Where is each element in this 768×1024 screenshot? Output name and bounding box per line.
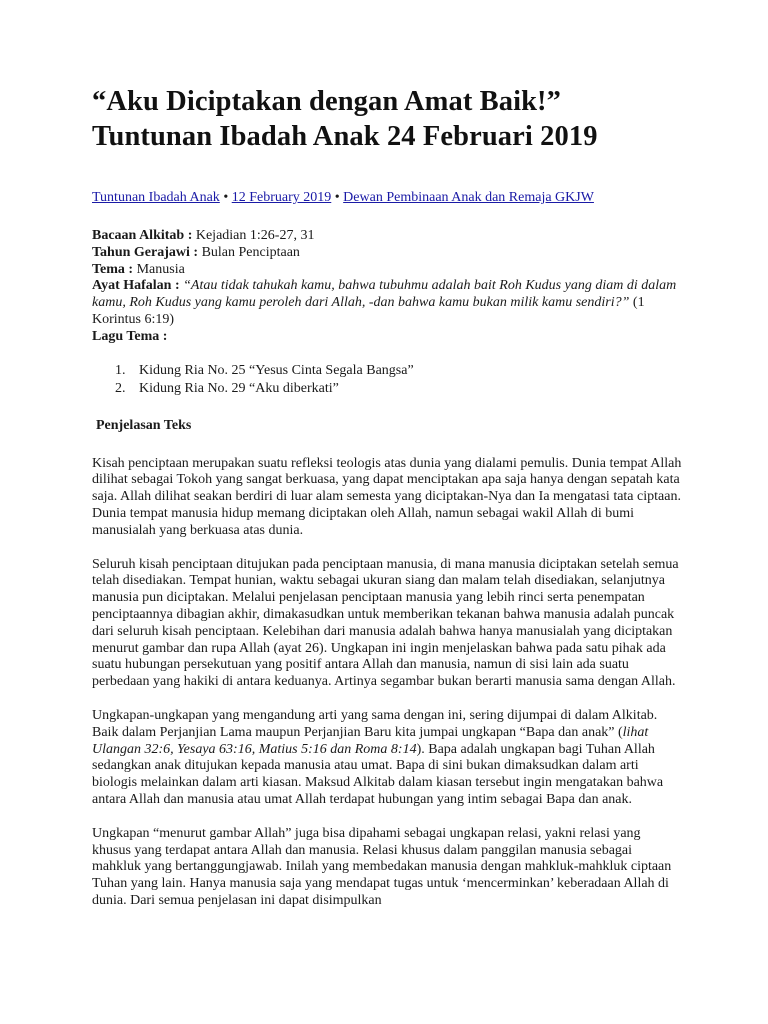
bacaan-label: Bacaan Alkitab : — [92, 228, 193, 243]
meta-separator: • — [334, 190, 340, 205]
author-link[interactable]: Dewan Pembinaan Anak dan Remaja GKJW — [343, 190, 594, 205]
tema-row — [92, 262, 682, 279]
post-meta — [92, 189, 682, 207]
paragraph-2: Seluruh kisah penciptaan ditujukan pada penciptaan manusia, di mana manusia diciptakan setelah semua telah disediakan. Tempat hunian, waktu sebagai ukuran siang dan malam telah disediakan, selanjutnya manusia pun diciptakan. Melalui penjelasan penciptaan manusia yang lebih rinci serta penempatan penciptaannya dibagian akhir, dimakasudkan untuk memberikan tekanan bahwa manusia adalah puncak dari seluruh kisah penciptaan. Kelebihan dari manusia adalah bahwa hanya manusialah yang diciptakan menurut gambar dan rupa Allah (ayat 26). Ungkapan ini ingin menjelaskan bahwa pada satu pihak ada suatu hubungan persekutuan yang positif antara Allah dan manusia, namun di sisi lain ada suatu perbedaan yang hakiki di antara keduanya. Artinya segambar bukan berarti manusia sama dengan Allah. — [92, 556, 679, 690]
tahun-row — [92, 245, 682, 262]
song-text: Kidung Ria No. 25 “Yesus Cinta Segala Bangsa” — [139, 362, 414, 378]
article-body — [92, 456, 682, 910]
tema-label: Tema : — [92, 261, 134, 277]
song-list — [92, 362, 682, 398]
bacaan-value: Kejadian 1:26-27, 31 — [195, 228, 315, 243]
paragraph-3-end: ). Bapa adalah ungkapan bagi Tuhan Allah sedangkan anak ditujukan kepada manusia atau umat. Bapa di sini bukan dimaksudkan dalam arti biologis melainkan dalam arti kiasan. Maksud Alkitab dalam kiasan tersebut ingin mengatakan bahwa antara Allah dan manusia atau umat Allah terdapat hubungan yang intim sebagai Bapa dan anak. — [92, 741, 664, 807]
lagu-row — [92, 329, 682, 346]
ayat-label: Ayat Hafalan : — [92, 278, 180, 294]
date-link[interactable]: 12 February 2019 — [231, 190, 332, 205]
paragraph-3 — [92, 708, 682, 809]
worship-info — [92, 228, 682, 346]
tahun-value: Bulan Penciptaan — [201, 244, 300, 260]
scripture-refs: lihat Ulangan 32:6, Yesaya 63:16, Matius 5:16 dan Roma 8:14 — [92, 724, 649, 757]
meta-separator: • — [223, 190, 229, 205]
section-heading: Penjelasan Teks — [96, 417, 192, 433]
lagu-label: Lagu Tema : — [92, 328, 168, 344]
page-title — [92, 84, 682, 154]
bacaan-row — [92, 228, 682, 245]
list-number: 1. — [115, 362, 126, 378]
list-number: 2. — [115, 380, 126, 396]
category-link[interactable]: Tuntunan Ibadah Anak — [92, 190, 220, 205]
ayat-quote: “Atau tidak tahukah kamu, bahwa tubuhmu adalah bait Roh Kudus yang diam di dalam kamu, Roh Kudus yang kamu peroleh dari Allah, -dan bahwa kamu bukan milik kamu sendiri?” — [92, 278, 677, 311]
tema-value: Manusia — [136, 261, 185, 277]
paragraph-1: Kisah penciptaan merupakan suatu refleksi teologis atas dunia yang dialami pemulis. Dunia tempat Allah dilihat sebagai Tokoh yang sangat berkuasa, yang dapat menciptakan apa saja hanya dengan sepatah kata saja. Allah dilihat seakan berdiri di luar alam semesta yang diciptakan-Nya dan Ia mengatasi tata ciptaan. Dunia tempat manusia hidup memang diciptakan oleh Allah, namun sebagai wakil Allah di bumi manusialah yang berkuasa atas dunia. — [92, 455, 682, 538]
article — [92, 84, 682, 910]
ayat-row — [92, 278, 682, 328]
title-line-2: Tuntunan Ibadah Anak 24 Februari 2019 — [92, 121, 598, 152]
song-text: Kidung Ria No. 29 “Aku diberkati” — [139, 380, 339, 396]
ayat-ref: (1 Korintus 6:19) — [92, 295, 645, 327]
list-item — [92, 362, 682, 380]
paragraph-4: Ungkapan “menurut gambar Allah” juga bisa dipahami sebagai ungkapan relasi, yakni relasi yang khusus yang terdapat antara Allah dan manusia. Relasi khusus dalam panggilan manusia sebagai mahkluk yang bertanggungjawab. Inilah yang membedakan manusia dengan mahkluk-mahkluk ciptaan Tuhan yang lain. Hanya manusia saja yang mendapat tugas untuk ‘mencerminkan’ keberadaan Allah di dunia. Dari semua penjelasan ini dapat disimpulkan — [92, 825, 672, 908]
title-line-1: “Aku Diciptakan dengan Amat Baik!” — [92, 86, 562, 117]
list-item — [92, 380, 682, 398]
tahun-label: Tahun Gerajawi : — [92, 244, 199, 260]
paragraph-3-start: Ungkapan-ungkapan yang mengandung arti yang sama dengan ini, sering dijumpai di dalam Alkitab. Baik dalam Perjanjian Lama maupun Perjanjian Baru kita jumpai ungkapan “Bapa dan anak” ( — [92, 707, 658, 740]
